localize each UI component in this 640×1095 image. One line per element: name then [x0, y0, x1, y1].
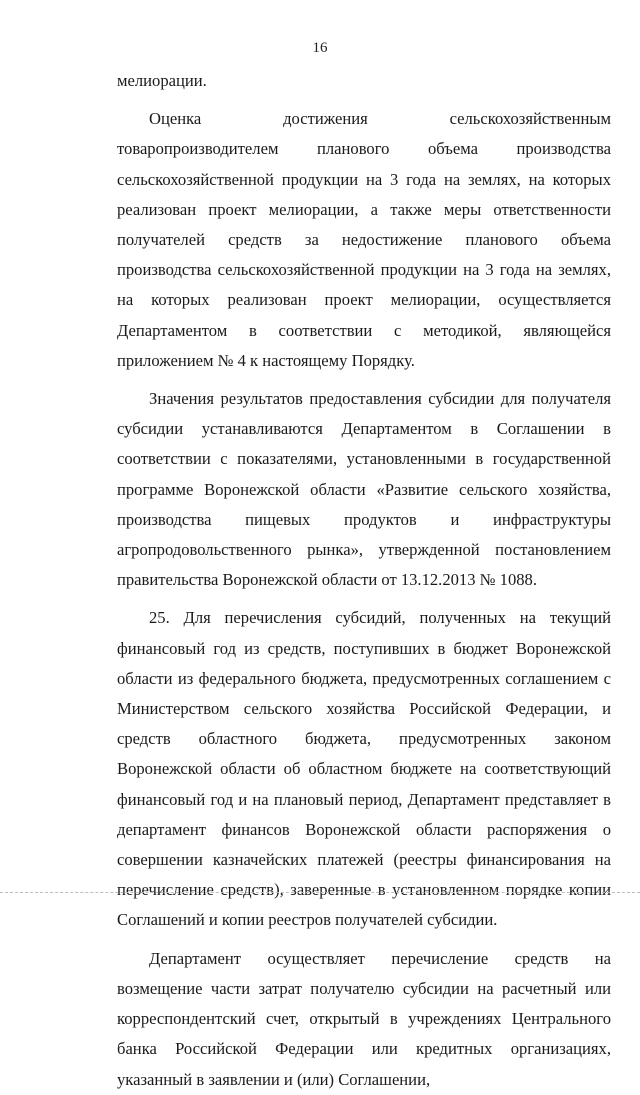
page-number: 16 [312, 40, 328, 56]
paragraph-item-25: 25. Для перечисления субсидий, полученных на текущий финансовый год из средств, поступивших в бюджет Воронежской области из федерального бюджета, предусмотренных соглашением с Министерством сельского хозяйства Российской Федерации, и средств областного бюджета, предусмотренных законом Воронежской области об областном бюджете на соответствующий финансовый год и на плановый период, Департамент представляет в департамент финансов Воронежской области распоряжения о совершении казначейских платежей (реестры финансирования на перечисление средств), заверенные в установленном порядке копии Соглашений и копии реестров получателей субсидии. [117, 608, 611, 930]
paragraph-continuation: мелиорации. [117, 71, 207, 90]
paragraph-evaluation: Оценка достижения сельскохозяйственным товаропроизводителем планового объема производства сельскохозяйственной продукции на 3 года на землях, на которых реализован проект мелиорации, а также меры ответственности получателей средств за недостижение планового объема производства сельскохозяйственной продукции на 3 года на землях, на которых реализован проект мелиорации, осуществляется Департаментом в соответствии с методикой, являющейся приложением № 4 к настоящему Порядку. [117, 109, 611, 370]
document-body [117, 66, 611, 1095]
page-bottom-divider [0, 892, 640, 893]
paragraph-result-values: Значения результатов предоставления субсидии для получателя субсидии устанавливаются Департаментом в Соглашении в соответствии с показателями, установленными в государственной программе Воронежской области «Развитие сельского хозяйства, производства пищевых продуктов и инфраструктуры агропродовольственного рынка», утвержденной постановлением правительства Воронежской области от 13.12.2013 № 1088. [117, 389, 611, 590]
paragraph-transfer: Департамент осуществляет перечисление средств на возмещение части затрат получателю субсидии на расчетный или корреспондентский счет, открытый в учреждениях Центрального банка Российской Федерации или кредитных организациях, указанный в заявлении и (или) Соглашении, [117, 948, 611, 1089]
